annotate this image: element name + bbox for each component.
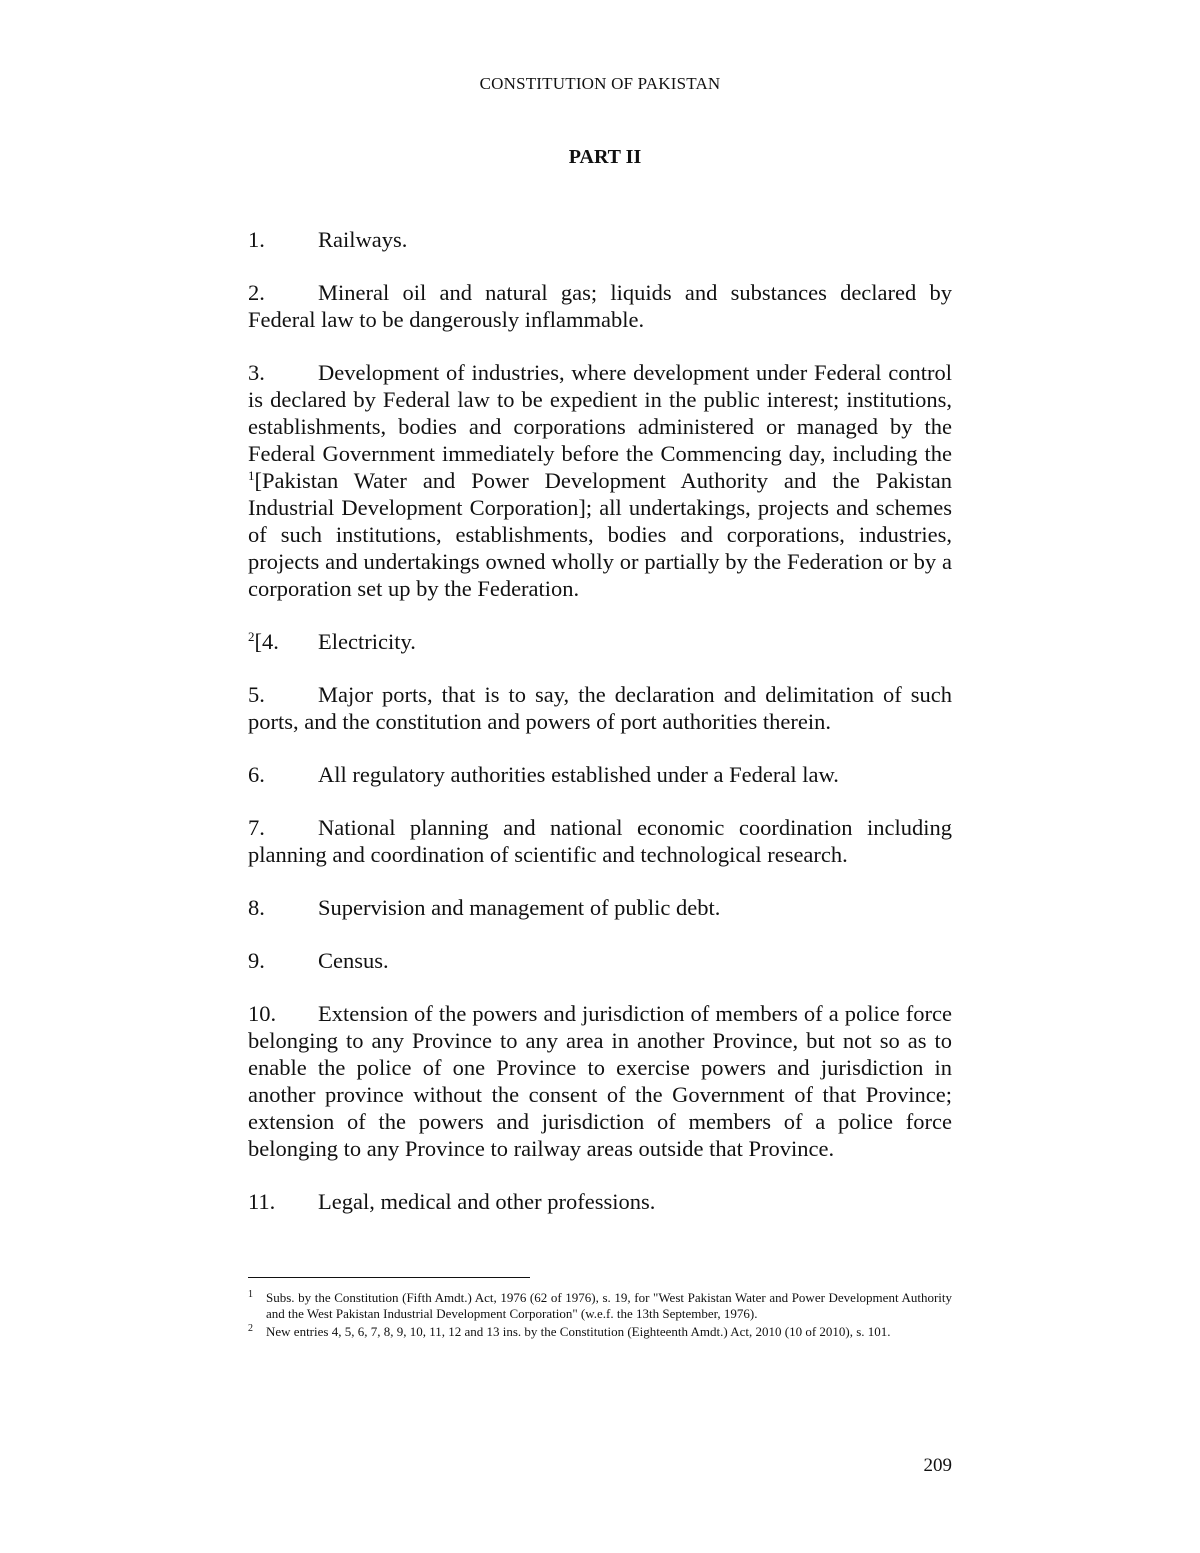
entry-2 [248, 279, 952, 333]
entry-number [248, 628, 318, 655]
page-number: 209 [923, 1455, 952, 1476]
entry-number: 8. [248, 895, 265, 920]
entry-number: 7. [248, 815, 265, 840]
footnote-1 [248, 1290, 952, 1322]
footnote-reference-1: 1 [248, 468, 255, 483]
entry-6 [248, 761, 952, 788]
entry-text: Major ports, that is to say, the declaration and delimitation of such ports, and the constitution and powers of port authorities therein. [248, 682, 952, 734]
entry-text: Extension of the powers and jurisdiction of members of a police force belonging to any Province to any area in another Province, but not so as to enable the police of one Province to exercise powers and jurisdiction in another province without the consent of the Government of that Province; extension of the powers and jurisdiction of members of a police force belonging to any Province to railway areas outside that Province. [248, 1001, 952, 1161]
entry-5 [248, 681, 952, 735]
entry-text: Development of industries, where development under Federal control is declared by Federal law to be expedient in the public interest; institutions, establishments, bodies and corporations administered or managed by the Federal Government immediately before the Commencing day, including the [248, 360, 952, 466]
footnote-mark: 1 [248, 1289, 253, 1300]
entry-3 [248, 359, 952, 602]
entry-text: Electricity. [318, 629, 416, 654]
entry-text: All regulatory authorities established under a Federal law. [318, 762, 839, 787]
entry-text: National planning and national economic coordination including planning and coordination of scientific and technological research. [248, 815, 952, 867]
entry-number-value: [4. [254, 629, 279, 654]
entry-number: 9. [248, 948, 265, 973]
footnote-text: New entries 4, 5, 6, 7, 8, 9, 10, 11, 12 and 13 ins. by the Constitution (Eighteenth Amdt.) Act, 2010 (10 of 2010), s. 101. [266, 1324, 891, 1339]
entry-text: Supervision and management of public debt. [318, 895, 721, 920]
entry-number: 6. [248, 762, 265, 787]
entry-text: Census. [318, 948, 389, 973]
entry-7 [248, 814, 952, 868]
footnote-text: Subs. by the Constitution (Fifth Amdt.) Act, 1976 (62 of 1976), s. 19, for "West Pakistan Water and Power Development Authority and the West Pakistan Industrial Development Corporation" (w.e.f. the 13th September, 1976). [266, 1290, 952, 1321]
entry-1 [248, 226, 952, 253]
footnote-reference-2: 2 [248, 629, 255, 644]
entry-text: Railways. [318, 227, 408, 252]
entry-number: 5. [248, 682, 265, 707]
entry-text-continued: [Pakistan Water and Power Development Authority and the Pakistan Industrial Development Corporation]; all undertakings, projects and schemes of such institutions, establishments, bodies and corporations, industries, projects and undertakings owned wholly or partially by the Federation or by a corporation set up by the Federation. [248, 468, 952, 601]
entry-number: 3. [248, 360, 265, 385]
part-title: PART II [568, 146, 642, 168]
footnote-list [248, 1290, 952, 1342]
entry-text: Mineral oil and natural gas; liquids and substances declared by Federal law to be dangerously inflammable. [248, 280, 952, 332]
entry-number: 11. [248, 1189, 276, 1214]
entry-9 [248, 947, 952, 974]
entry-4 [248, 628, 952, 655]
entry-number: 10. [248, 1001, 277, 1026]
running-header: CONSTITUTION OF PAKISTAN [479, 74, 721, 93]
entry-number: 1. [248, 227, 265, 252]
entry-text: Legal, medical and other professions. [318, 1189, 656, 1214]
footnote-divider [248, 1277, 530, 1278]
entry-list [248, 226, 952, 1241]
entry-number: 2. [248, 280, 265, 305]
footnote-2 [248, 1324, 952, 1340]
footnote-mark: 2 [248, 1323, 253, 1334]
entry-10 [248, 1000, 952, 1162]
entry-8 [248, 894, 952, 921]
entry-11 [248, 1188, 952, 1215]
